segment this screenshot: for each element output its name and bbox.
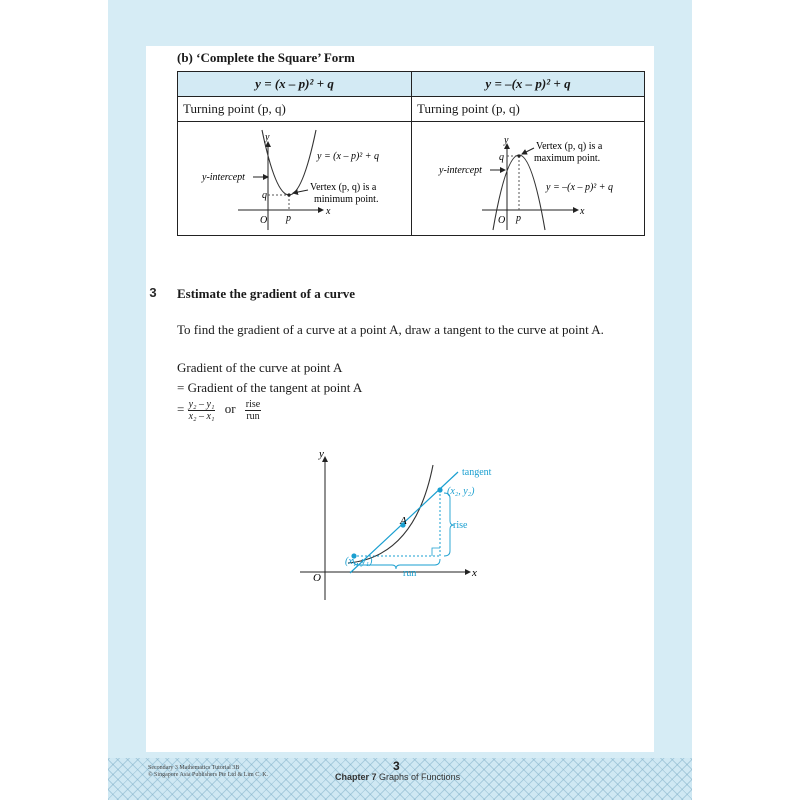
max-parabola-cell xyxy=(412,122,645,236)
fig1-p: p xyxy=(286,213,291,224)
gradient-line-1: Gradient of the curve at point A xyxy=(177,360,343,375)
curve xyxy=(348,465,433,563)
page-number: 3 xyxy=(393,759,400,773)
fig1-origin: O xyxy=(260,215,268,226)
rise-label: rise xyxy=(453,520,468,531)
min-parabola-curve xyxy=(262,130,316,195)
fig2-vertex-1: Vertex (p, q) is a xyxy=(536,141,603,152)
frac1-denominator: x₂ – x₁ xyxy=(188,411,215,422)
fig1-curve-label: y = (x – p)² + q xyxy=(317,151,380,162)
fig2-q: q xyxy=(499,152,504,163)
fig2-y-intercept: y-intercept xyxy=(439,165,482,176)
chapter-title: Graphs of Functions xyxy=(379,772,461,782)
col1-turning-point: Turning point (p, q) xyxy=(178,97,412,122)
chapter-number: Chapter 7 xyxy=(335,772,377,782)
section-3-number: 3 xyxy=(140,283,166,303)
formula-fraction-2 xyxy=(245,399,261,422)
min-parabola-cell xyxy=(178,122,412,236)
footer-publisher-line-2: © Singapore Asia Publishers Pte Ltd & Lim C. K. xyxy=(148,772,269,778)
tangent-label: tangent xyxy=(462,467,492,478)
max-parabola-figure xyxy=(412,122,646,235)
fig1-axis-y: y xyxy=(265,132,270,143)
fig1-y-intercept: y-intercept xyxy=(202,172,245,183)
min-parabola-figure xyxy=(178,122,410,235)
formula-equals: = xyxy=(177,401,185,417)
graph-axis-x: x xyxy=(472,567,477,579)
col2-header: y = –(x – p)² + q xyxy=(412,72,645,97)
fig1-vertex-1: Vertex (p, q) is a xyxy=(310,182,377,193)
col2-turning-point: Turning point (p, q) xyxy=(412,97,645,122)
graph-axis-y: y xyxy=(319,448,324,460)
fig1-q: q xyxy=(262,190,267,201)
section-3-title: Estimate the gradient of a curve xyxy=(177,286,355,301)
section-b-title: (b) ‘Complete the Square’ Form xyxy=(177,50,355,65)
point-2-dot xyxy=(437,487,442,492)
graph-origin: O xyxy=(313,572,321,584)
formula-fraction-1 xyxy=(188,399,216,422)
section-3-intro: To find the gradient of a curve at a point A, draw a tangent to the curve at point A. xyxy=(177,322,604,337)
point-a-label: A xyxy=(400,515,407,527)
gradient-formula xyxy=(177,399,261,422)
fig1-axis-x: x xyxy=(326,206,331,217)
frac2-numerator: rise xyxy=(245,399,261,410)
point-2-label: (x₂, y₂) xyxy=(447,486,475,497)
fig2-vertex-2: maximum point. xyxy=(534,153,601,164)
fig2-origin: O xyxy=(498,215,506,226)
fig2-curve-label: y = –(x – p)² + q xyxy=(546,182,614,193)
fig1-vertex-2: minimum point. xyxy=(314,194,379,205)
fig2-axis-y: y xyxy=(504,135,509,146)
complete-square-table xyxy=(177,71,645,236)
gradient-line-2: = Gradient of the tangent at point A xyxy=(177,380,363,395)
run-label: run xyxy=(403,568,417,579)
fig2-axis-x: x xyxy=(580,206,585,217)
footer-chapter xyxy=(335,772,460,782)
frac2-denominator: run xyxy=(246,411,260,422)
fig2-p: p xyxy=(516,213,521,224)
point-1-label: (x₁, y₁) xyxy=(345,556,373,567)
col1-header: y = (x – p)² + q xyxy=(178,72,412,97)
tangent-gradient-figure xyxy=(300,445,540,605)
formula-or: or xyxy=(224,401,236,417)
footer-publisher-line-1: Secondary 3 Mathematics Tutorial 3B xyxy=(148,765,240,771)
frac1-numerator: y₂ – y₁ xyxy=(188,399,215,410)
